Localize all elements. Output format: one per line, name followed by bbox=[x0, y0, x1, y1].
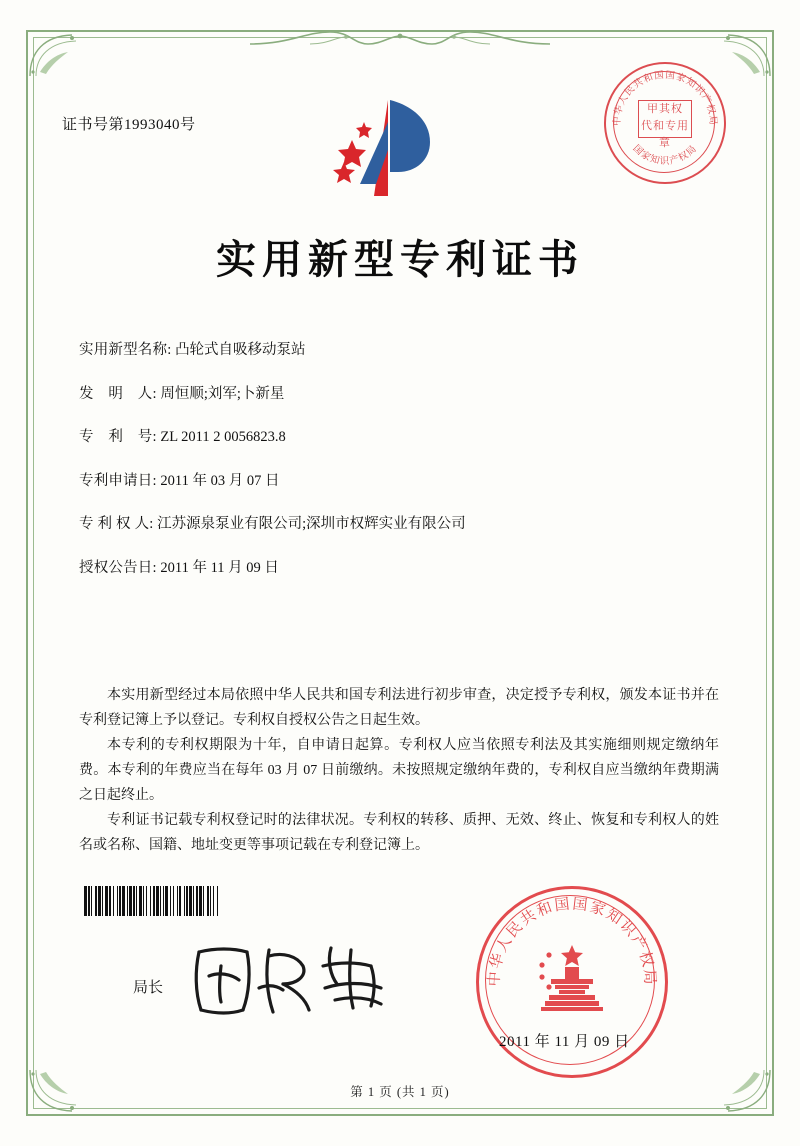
field-label: 授权公告日: bbox=[79, 559, 157, 576]
field-value: 2011 年 03 月 07 日 bbox=[160, 472, 280, 489]
field-row-grant-date bbox=[79, 559, 719, 577]
field-label: 实用新型名称: bbox=[79, 342, 172, 358]
certificate-number: 证书号第1993040号 bbox=[62, 117, 196, 133]
field-label: 专利申请日: bbox=[79, 472, 157, 489]
paragraph-1: 本实用新型经过本局依照中华人民共和国专利法进行初步审查，决定授予专利权，颁发本证书并在专利登记簿上予以登记。专利权自授权公告之日起生效。 bbox=[79, 688, 719, 728]
sipo-logo-icon bbox=[330, 92, 460, 202]
svg-text:中华人民共和国国家知识产权局: 中华人民共和国国家知识产权局 bbox=[612, 70, 718, 127]
svg-text:国家知识产权局: 国家知识产权局 bbox=[630, 143, 700, 167]
field-row-patentee bbox=[79, 515, 719, 533]
barcode-bar bbox=[218, 886, 220, 916]
top-flourish-ornament bbox=[250, 28, 550, 56]
seal-date: 2011 年 11 月 09 日 bbox=[499, 1034, 630, 1050]
agency-red-stamp bbox=[604, 62, 726, 184]
certificate-fields bbox=[79, 341, 719, 602]
svg-text:中华人民共和国国家知识产权局: 中华人民共和国国家知识产权局 bbox=[486, 896, 658, 987]
page-title: 实用新型专利证书 bbox=[216, 237, 584, 282]
page-footer: 第 1 页 (共 1 页) bbox=[350, 1085, 450, 1099]
barcode bbox=[84, 886, 306, 916]
field-row-invention-name bbox=[79, 341, 719, 359]
field-value: 江苏源泉泵业有限公司;深圳市权辉实业有限公司 bbox=[157, 516, 466, 532]
director-label: 局长 bbox=[133, 980, 164, 996]
field-row-inventor bbox=[79, 385, 719, 403]
field-row-patent-number bbox=[79, 428, 719, 446]
field-row-application-date bbox=[79, 472, 719, 490]
director-signature bbox=[185, 936, 400, 1022]
body-paragraphs bbox=[79, 683, 719, 858]
national-emblem-icon bbox=[529, 939, 615, 1025]
field-value: 2011 年 11 月 09 日 bbox=[160, 559, 279, 576]
paragraph-2: 本专利的专利权期限为十年，自申请日起算。专利权人应当依照专利法及其实施细则规定缴纳年费。本专利的年费应当在每年 03 月 07 日前缴纳。未按照规定缴纳年费的，专利权自应当缴纳年费期满之日起终止。 bbox=[79, 738, 719, 803]
field-label: 发 明 人: bbox=[79, 385, 157, 402]
field-label: 专 利 权 人: bbox=[79, 516, 154, 532]
paragraph-3: 专利证书记载专利权登记时的法律状况。专利权的转移、质押、无效、终止、恢复和专利权人的姓名或名称、国籍、地址变更等事项记载在专利登记簿上。 bbox=[79, 813, 719, 853]
field-value: ZL 2011 2 0056823.8 bbox=[160, 429, 286, 445]
field-label: 专 利 号: bbox=[79, 429, 157, 445]
stamp-center-text: 甲其权 代和专用章 bbox=[638, 100, 692, 138]
field-value: 凸轮式自吸移动泵站 bbox=[175, 342, 306, 358]
field-value: 周恒顺;刘军;卜新星 bbox=[160, 385, 285, 402]
